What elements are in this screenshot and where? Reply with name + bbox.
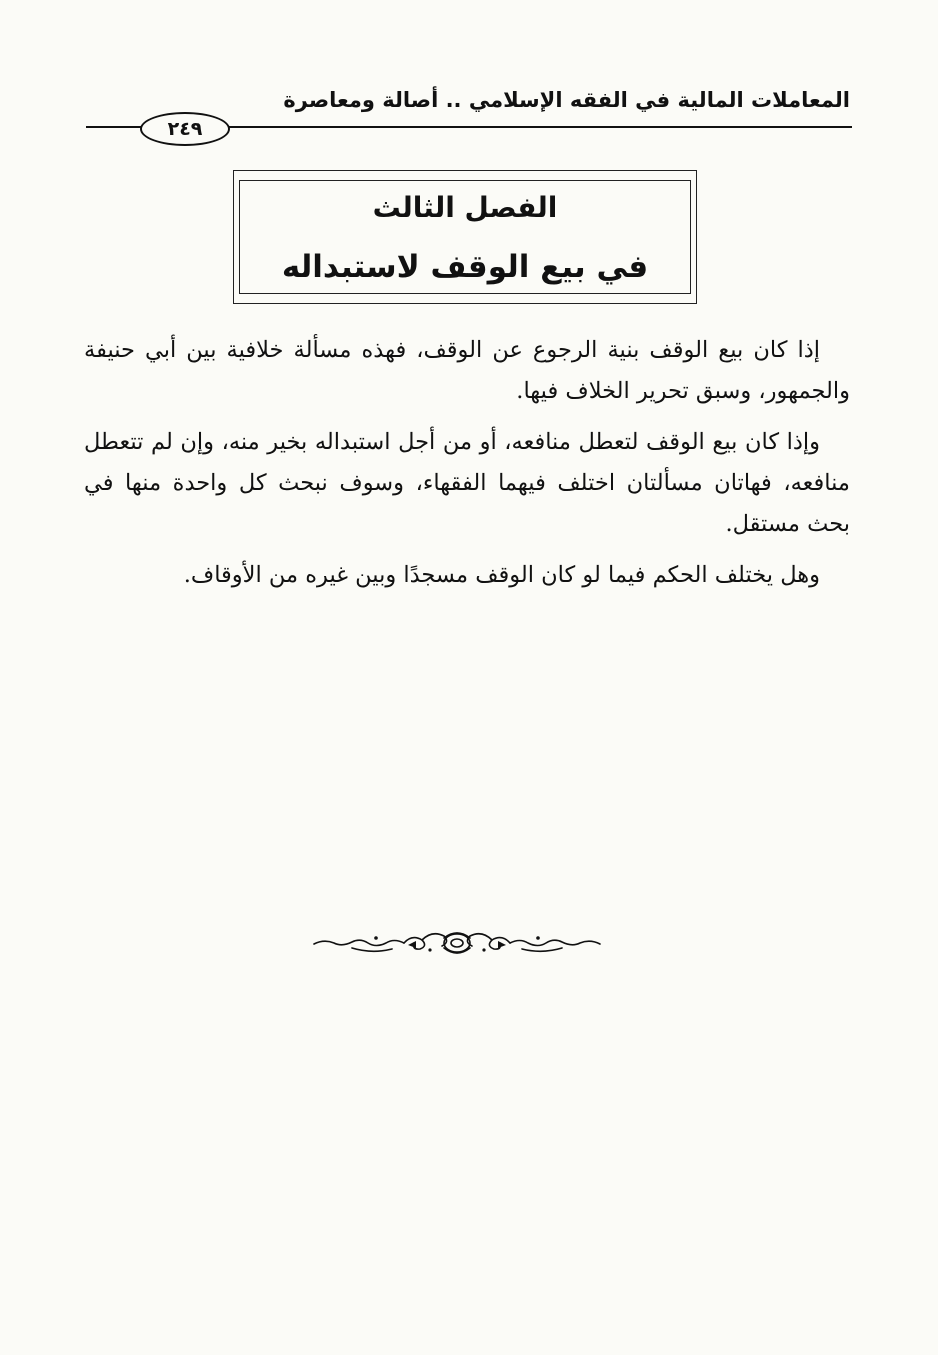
page-number: ٢٤٩ <box>140 112 230 146</box>
paragraph-3: وهل يختلف الحكم فيما لو كان الوقف مسجدًا وبين غيره من الأوقاف. <box>183 562 820 588</box>
body-text <box>84 330 850 606</box>
chapter-subheading: في بيع الوقف لاستبداله <box>281 249 649 285</box>
paragraph-2: وإذا كان بيع الوقف لتعطل منافعه، أو من أجل استبداله بخير منه، وإن لم تتعطل منافعه، فهاتان مسألتان اختلف فيهما الفقهاء، وسوف نبحث كل واحدة منها في بحث مستقل. <box>84 429 850 537</box>
decorative-flourish-divider-icon <box>312 928 602 958</box>
running-header-title: المعاملات المالية في الفقه الإسلامي .. أصالة ومعاصرة <box>283 88 850 112</box>
chapter-heading: الفصل الثالث <box>372 191 558 224</box>
paragraph-1: إذا كان بيع الوقف بنية الرجوع عن الوقف، فهذه مسألة خلافية بين أبي حنيفة والجمهور، وسبق تحرير الخلاف فيها. <box>84 337 850 404</box>
